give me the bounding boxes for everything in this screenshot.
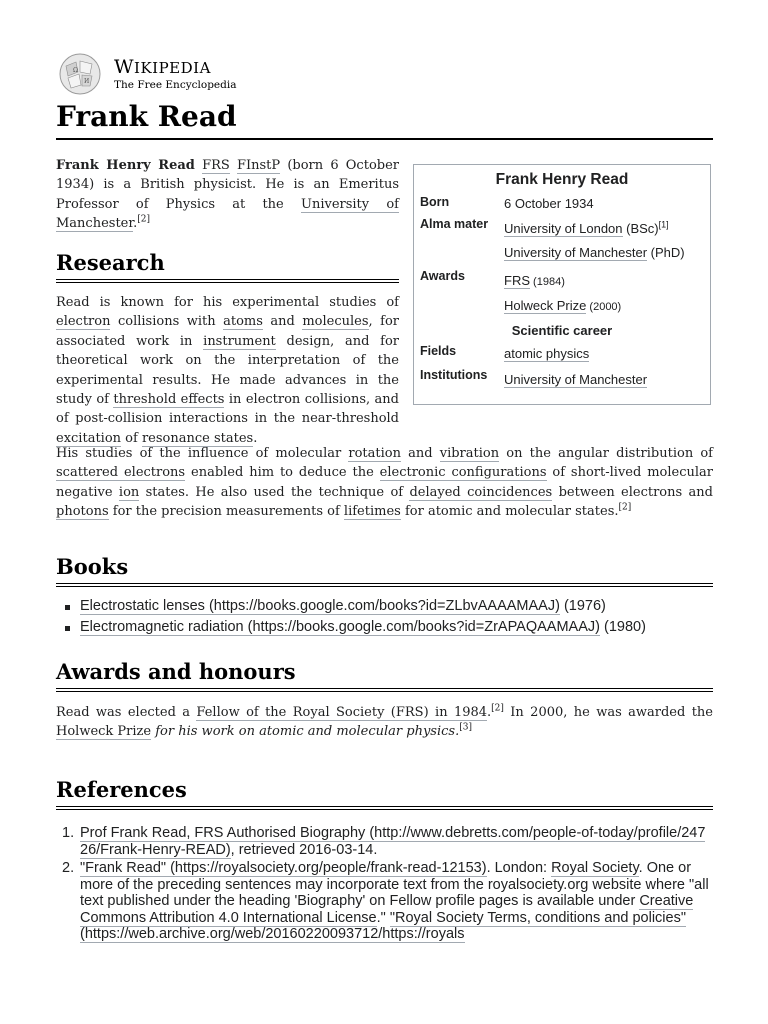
link-ion[interactable]: ion <box>118 484 140 500</box>
infobox-row-institutions: Institutions University of Manchester <box>420 368 648 387</box>
wordmark-tagline: The Free Encyclopedia <box>114 79 237 91</box>
link-atoms[interactable]: atoms <box>223 314 263 330</box>
link-electron[interactable]: electron <box>56 314 111 330</box>
section-books <box>56 554 713 638</box>
link-finstp[interactable]: FInstP <box>236 158 281 173</box>
wikipedia-wordmark <box>114 56 236 91</box>
heading-books: Books <box>56 554 713 587</box>
link-frs[interactable]: FRS <box>202 158 230 173</box>
citation-1[interactable]: [1] <box>658 219 669 230</box>
link-vibration[interactable]: vibration <box>439 446 500 461</box>
section-research <box>56 250 399 448</box>
link-frs-award[interactable]: FRS <box>504 273 530 288</box>
link-university-of-manchester-inst[interactable]: University of Manchester <box>504 372 648 387</box>
link-university-of-manchester[interactable]: University of Manchester <box>56 196 399 232</box>
wikipedia-globe-icon <box>56 52 104 96</box>
link-threshold-effects[interactable]: threshold effects <box>113 392 225 408</box>
citation-2[interactable]: [2] <box>137 214 151 225</box>
link-book-electromagnetic-radiation[interactable]: Electromagnetic radiation (https://books.google.com/books?id=ZrAPAQAAMAAJ) <box>80 619 600 635</box>
research-paragraph-1: Read is known for his experimental studies of electron collisions with atoms and molecules, for associated work in instrument design, and for theoretical work on the interpretation of the experimental results. He made advances in the study of threshold effects in electron collisions, and of post-collision interactions in the near-threshold excitation of resonance states. <box>56 295 399 446</box>
citation-2[interactable]: [2] <box>618 502 632 513</box>
link-royal-society[interactable]: Royal Society <box>551 860 639 876</box>
link-fellow-royal-society[interactable]: Fellow of the Royal Society (FRS) in 1984 <box>196 705 488 720</box>
references-list <box>56 825 713 943</box>
citation-3[interactable]: [3] <box>459 723 472 734</box>
link-molecules[interactable]: molecules <box>302 314 369 330</box>
link-electronic-configurations[interactable]: electronic configurations <box>379 465 547 481</box>
awards-paragraph: Read was elected a Fellow of the Royal Society (FRS) in 1984.[2] In 2000, he was awarded the Holweck Prize for his work on atomic and molecular physics.[3] <box>56 703 713 740</box>
infobox-title: Frank Henry Read <box>495 171 629 188</box>
svg-text:Ω: Ω <box>73 67 78 74</box>
link-holweck-prize-text[interactable]: Holweck Prize <box>56 724 152 740</box>
link-royal-society-terms[interactable]: "Royal Society Terms, conditions and policies" (https://web.archive.org/web/20160220093712/https://royals <box>80 909 686 942</box>
link-book-electrostatic-lenses[interactable]: Electrostatic lenses (https://books.google.com/books?id=ZLbvAAAAMAAJ) <box>80 598 560 614</box>
page-title: Frank Read <box>56 100 713 140</box>
citation-2[interactable]: [2] <box>491 703 504 714</box>
link-photons[interactable]: photons <box>56 504 109 520</box>
list-item: 2. "Frank Read" (https://royalsociety.org/people/frank-read-12153). London: Royal Society. One or more of the preceding sentences may incorporate text from the royalsociety.org website where "all text published under the heading 'Biography' on Fellow profile pages is available under Creative Commons Attribution 4.0 International License." "Royal Society Terms, conditions and policies" (https://web.archive.org/web/20160220093712/https://royals <box>62 860 709 942</box>
wordmark-title: WIKIPEDIA <box>114 56 211 78</box>
infobox-row-alma-mater: Alma mater University of London (BSc)[1] University of Manchester (PhD) <box>420 217 685 260</box>
section-references <box>56 777 713 945</box>
list-item: 1. Prof Frank Read, FRS Authorised Biography (http://www.debretts.com/people-of-today/profile/24726/Frank-Henry-READ), retrieved 2016-03-14. <box>62 825 706 858</box>
link-cc-license[interactable]: Creative Commons Attribution 4.0 International License <box>80 893 694 926</box>
infobox-row-fields: Fields atomic physics <box>420 344 590 361</box>
infobox <box>413 164 711 405</box>
list-item: Electromagnetic radiation (https://books.google.com/books?id=ZrAPAQAAMAAJ) (1980) <box>56 617 713 638</box>
link-university-of-london[interactable]: University of London <box>504 221 623 236</box>
link-scattered-electrons[interactable]: scattered electrons <box>56 465 186 481</box>
section-awards <box>56 659 713 742</box>
link-atomic-physics[interactable]: atomic physics <box>504 346 590 361</box>
svg-text:И: И <box>84 78 90 85</box>
article <box>56 52 713 942</box>
heading-references: References <box>56 777 713 810</box>
list-item: Electrostatic lenses (https://books.google.com/books?id=ZLbvAAAAMAAJ) (1976) <box>56 596 713 617</box>
link-instrument[interactable]: instrument <box>203 333 276 349</box>
research-paragraph-2: His studies of the influence of molecular rotation and vibration on the angular distribution of scattered electrons enabled him to deduce the electronic configurations of short-lived molecular negative ion states. He also used the technique of delayed coincidences between electrons and photons for the precision measurements of lifetimes for atomic and molecular states.[2] <box>56 446 713 520</box>
lead-paragraph: Frank Henry Read FRS FInstP (born 6 October 1934) is a British physicist. He is an Emeritus Professor of Physics at the University of Manchester.[2] <box>56 158 399 232</box>
link-ref-royal-society-profile[interactable]: "Frank Read" (https://royalsociety.org/people/frank-read-12153) <box>80 860 487 876</box>
wikipedia-logo[interactable] <box>56 52 713 96</box>
link-holweck-prize[interactable]: Holweck Prize <box>504 298 587 313</box>
heading-research: Research <box>56 250 399 283</box>
link-lifetimes[interactable]: lifetimes <box>343 504 401 520</box>
infobox-row-born: Born 6 October 1934 <box>420 195 594 211</box>
link-rotation[interactable]: rotation <box>348 446 401 461</box>
books-list <box>56 596 713 638</box>
link-resonance-states[interactable]: resonance states <box>141 430 254 446</box>
link-ref-debretts[interactable]: Prof Frank Read, FRS Authorised Biography (http://www.debretts.com/people-of-today/profile/24726/Frank-Henry-READ) <box>80 825 706 858</box>
infobox-row-awards: Awards FRS (1984) Holweck Prize (2000) <box>420 269 622 313</box>
link-delayed-coincidences[interactable]: delayed coincidences <box>409 484 553 500</box>
heading-awards: Awards and honours <box>56 659 713 692</box>
link-excitation[interactable]: excitation <box>56 430 122 446</box>
infobox-subheader-career: Scientific career <box>511 323 613 338</box>
link-university-of-manchester-alma[interactable]: University of Manchester <box>504 245 648 260</box>
subject-name: Frank Henry Read <box>56 158 195 173</box>
